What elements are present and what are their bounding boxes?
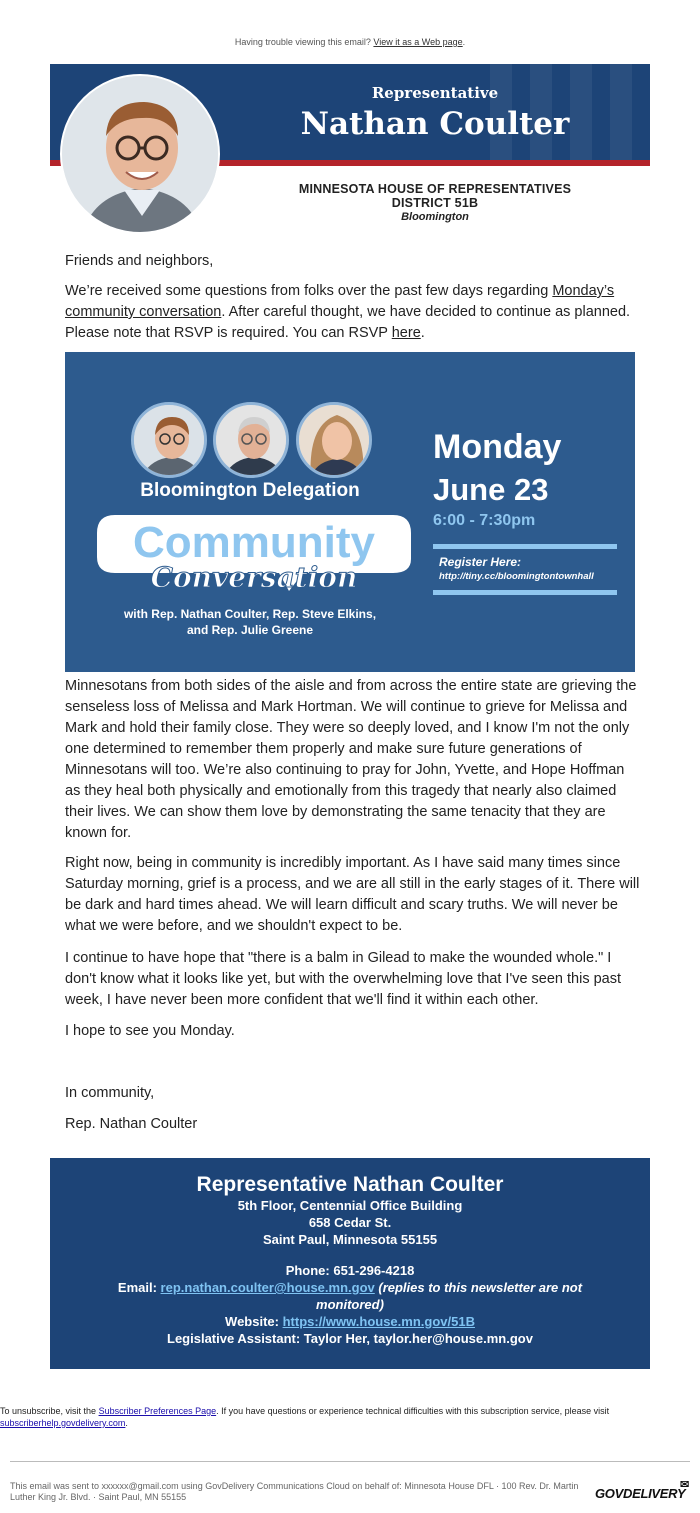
- paragraph-grief: Minnesotans from both sides of the aisle and from across the entire state are grieving the senseless loss of Melissa and Mark Hortman. We will continue to grieve for Melissa and Mark and hold their family close. They were so deeply loved, and I know I'm not the only one determined to remember them properly and make sure future generations of Minnesotans will too. We’re also continuing to pray for John, Yvette, and Hope Hoffman as they heal both physically and emotionally from this tragedy that nearly also claimed their lives. We can show them love by demonstrating the same tenacity that they are known for.: [65, 678, 637, 841]
- intro-paragraph: We’re received some questions from folks over the past few days regarding Monday’s community conversation. After careful thought, we have decided to continue as planned. Please note that RSVP is required. You can RSVP here.: [65, 283, 631, 341]
- community-conversation-bubble: [93, 507, 415, 597]
- office-address-line2: 658 Cedar St.: [308, 1215, 392, 1230]
- rsvp-link[interactable]: here: [391, 325, 421, 341]
- community-conversation-link[interactable]: Monday’s community conversation: [65, 283, 615, 320]
- envelope-icon: ✉: [680, 1479, 689, 1491]
- phone: Phone: 651-296-4218: [285, 1263, 415, 1278]
- closing: In community,: [65, 1085, 155, 1101]
- signature: Rep. Nathan Coulter: [65, 1116, 198, 1132]
- event-date: June 23: [433, 472, 549, 507]
- with-representatives: with Rep. Nathan Coulter, Rep. Steve Elkins, and Rep. Julie Greene: [123, 607, 377, 637]
- promo-divider-top: [433, 544, 617, 549]
- view-as-web-page-link[interactable]: View it as a Web page: [373, 37, 463, 47]
- event-time: 6:00 - 7:30pm: [433, 512, 536, 529]
- delegation-title: Bloomington Delegation: [140, 480, 360, 501]
- paragraph-community: Right now, being in community is incredibly important. As I have said many times since Saturday morning, grief is a process, and we are all still in the early stages of it. There will be dark and hard times ahead. We will learn difficult and scary truths. We will never be what we were before, and we shouldn't expect to be.: [65, 855, 640, 934]
- footer-title: Representative Nathan Coulter: [196, 1173, 504, 1196]
- contact-footer: [50, 1158, 650, 1369]
- email-line: Email: rep.nathan.coulter@house.mn.gov (replies to this newsletter are not monitored): [117, 1280, 583, 1312]
- subscriber-help-link[interactable]: subscriberhelp.govdelivery.com: [0, 1418, 126, 1428]
- greeting: Friends and neighbors,: [65, 253, 214, 269]
- register-label: Register Here:: [439, 555, 522, 569]
- paragraph-hope: I continue to have hope that "there is a balm in Gilead to make the wounded whole." I don't know what it looks like yet, but with the overwhelming love that I've seen this past week, I have never been more confident that we'll find it within each other.: [65, 950, 622, 1008]
- footer-divider: [10, 1461, 690, 1462]
- event-day: Monday: [433, 428, 562, 466]
- header-name-title: Nathan Coulter: [300, 106, 570, 142]
- district-info: MINNESOTA HOUSE OF REPRESENTATIVES DISTRICT 51B Bloomington: [298, 182, 572, 223]
- conversation-word: Conversation: [150, 561, 358, 594]
- email-link[interactable]: rep.nathan.coulter@house.mn.gov: [160, 1280, 375, 1295]
- website-link[interactable]: https://www.house.mn.gov/51B: [282, 1314, 475, 1329]
- event-promo-image[interactable]: [65, 352, 635, 672]
- rep-coulter-photo: [131, 402, 207, 478]
- govdelivery-logo[interactable]: GOVDELIVERY ✉: [595, 1479, 689, 1501]
- community-word: Community: [133, 518, 375, 567]
- paragraph-see-you: I hope to see you Monday.: [65, 1023, 235, 1039]
- office-address-line3: Saint Paul, Minnesota 55155: [262, 1232, 438, 1247]
- sent-notice: This email was sent to xxxxxx@gmail.com using GovDelivery Communications Cloud on behalf of: Minnesota House DFL · 100 Rev. Dr. Martin Luther King Jr. Blvd. · Saint Paul, MN 55155: [10, 1481, 579, 1502]
- office-address-line1: 5th Floor, Centennial Office Building: [237, 1198, 463, 1213]
- header-small-title: Representative: [371, 84, 499, 102]
- website-line: Website: https://www.house.mn.gov/51B: [225, 1314, 475, 1329]
- web-view-notice: Having trouble viewing this email? View it as a Web page.: [234, 37, 466, 47]
- representative-portrait: [60, 74, 220, 234]
- rep-elkins-photo: [213, 402, 289, 478]
- unsubscribe-notice: To unsubscribe, visit the Subscriber Preferences Page. If you have questions or experience technical difficulties with this subscription service, please visit subscriberhelp.govdelivery.com.: [0, 1406, 610, 1428]
- newsletter-header: [50, 64, 650, 230]
- legislative-assistant: Legislative Assistant: Taylor Her, taylor.her@house.mn.gov: [167, 1331, 533, 1346]
- promo-divider-bottom: [433, 590, 617, 595]
- subscriber-preferences-link[interactable]: Subscriber Preferences Page: [98, 1406, 217, 1416]
- register-url: http://tiny.cc/bloomingtontownhall: [439, 571, 594, 582]
- rep-greene-photo: [296, 402, 372, 478]
